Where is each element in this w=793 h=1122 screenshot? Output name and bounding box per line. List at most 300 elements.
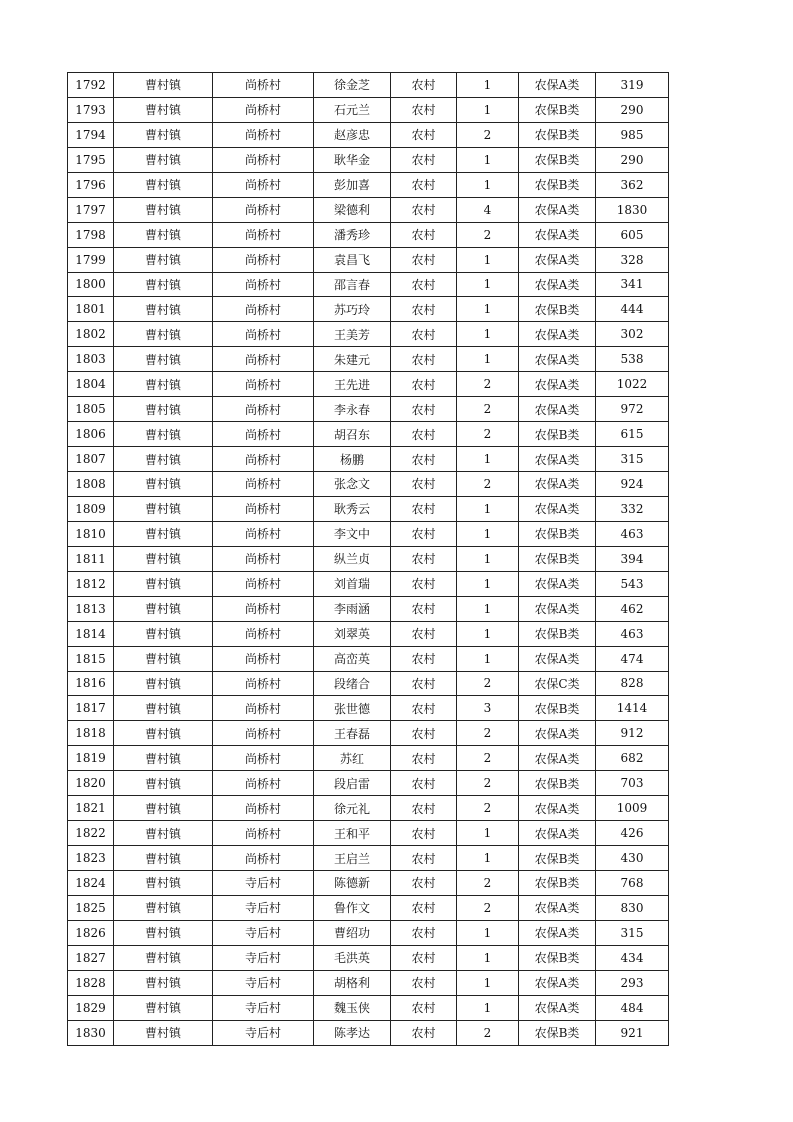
table-row bbox=[68, 222, 669, 247]
cell-id: 1816 bbox=[68, 671, 114, 696]
cell-persons: 1 bbox=[457, 995, 519, 1020]
cell-category: 农保A类 bbox=[519, 895, 596, 920]
cell-village: 寺后村 bbox=[213, 895, 314, 920]
cell-amount: 463 bbox=[596, 521, 669, 546]
cell-town: 曹村镇 bbox=[114, 995, 213, 1020]
cell-household-type: 农村 bbox=[391, 222, 457, 247]
cell-id: 1828 bbox=[68, 970, 114, 995]
cell-category: 农保A类 bbox=[519, 447, 596, 472]
cell-household-type: 农村 bbox=[391, 821, 457, 846]
cell-village: 尚桥村 bbox=[213, 546, 314, 571]
cell-category: 农保A类 bbox=[519, 272, 596, 297]
cell-household-type: 农村 bbox=[391, 621, 457, 646]
cell-category: 农保B类 bbox=[519, 621, 596, 646]
cell-id: 1804 bbox=[68, 372, 114, 397]
cell-town: 曹村镇 bbox=[114, 147, 213, 172]
cell-category: 农保A类 bbox=[519, 222, 596, 247]
cell-town: 曹村镇 bbox=[114, 821, 213, 846]
cell-name: 石元兰 bbox=[314, 97, 391, 122]
cell-village: 尚桥村 bbox=[213, 796, 314, 821]
cell-category: 农保A类 bbox=[519, 746, 596, 771]
cell-amount: 315 bbox=[596, 920, 669, 945]
cell-amount: 290 bbox=[596, 97, 669, 122]
cell-town: 曹村镇 bbox=[114, 895, 213, 920]
cell-town: 曹村镇 bbox=[114, 571, 213, 596]
cell-id: 1824 bbox=[68, 871, 114, 896]
cell-town: 曹村镇 bbox=[114, 73, 213, 98]
cell-household-type: 农村 bbox=[391, 297, 457, 322]
cell-category: 农保A类 bbox=[519, 596, 596, 621]
cell-household-type: 农村 bbox=[391, 397, 457, 422]
cell-village: 尚桥村 bbox=[213, 447, 314, 472]
cell-id: 1795 bbox=[68, 147, 114, 172]
cell-category: 农保A类 bbox=[519, 821, 596, 846]
cell-household-type: 农村 bbox=[391, 1020, 457, 1045]
cell-name: 赵彦忠 bbox=[314, 122, 391, 147]
cell-name: 朱建元 bbox=[314, 347, 391, 372]
cell-name: 胡召东 bbox=[314, 422, 391, 447]
table-row bbox=[68, 322, 669, 347]
cell-category: 农保A类 bbox=[519, 247, 596, 272]
cell-category: 农保A类 bbox=[519, 970, 596, 995]
cell-household-type: 农村 bbox=[391, 945, 457, 970]
cell-village: 尚桥村 bbox=[213, 197, 314, 222]
cell-name: 王春磊 bbox=[314, 721, 391, 746]
cell-village: 寺后村 bbox=[213, 1020, 314, 1045]
cell-id: 1820 bbox=[68, 771, 114, 796]
cell-name: 毛洪英 bbox=[314, 945, 391, 970]
cell-persons: 1 bbox=[457, 571, 519, 596]
table-row bbox=[68, 945, 669, 970]
cell-village: 尚桥村 bbox=[213, 596, 314, 621]
cell-town: 曹村镇 bbox=[114, 122, 213, 147]
cell-name: 袁昌飞 bbox=[314, 247, 391, 272]
cell-persons: 3 bbox=[457, 696, 519, 721]
cell-id: 1808 bbox=[68, 472, 114, 497]
cell-village: 尚桥村 bbox=[213, 721, 314, 746]
cell-name: 耿华金 bbox=[314, 147, 391, 172]
cell-town: 曹村镇 bbox=[114, 521, 213, 546]
cell-amount: 703 bbox=[596, 771, 669, 796]
cell-category: 农保B类 bbox=[519, 521, 596, 546]
cell-persons: 2 bbox=[457, 472, 519, 497]
cell-id: 1800 bbox=[68, 272, 114, 297]
cell-id: 1818 bbox=[68, 721, 114, 746]
cell-amount: 328 bbox=[596, 247, 669, 272]
table-row bbox=[68, 596, 669, 621]
cell-household-type: 农村 bbox=[391, 646, 457, 671]
cell-amount: 444 bbox=[596, 297, 669, 322]
cell-persons: 2 bbox=[457, 721, 519, 746]
cell-village: 尚桥村 bbox=[213, 746, 314, 771]
cell-category: 农保A类 bbox=[519, 472, 596, 497]
cell-name: 徐元礼 bbox=[314, 796, 391, 821]
cell-id: 1806 bbox=[68, 422, 114, 447]
cell-town: 曹村镇 bbox=[114, 696, 213, 721]
cell-household-type: 农村 bbox=[391, 272, 457, 297]
cell-household-type: 农村 bbox=[391, 73, 457, 98]
cell-town: 曹村镇 bbox=[114, 671, 213, 696]
cell-persons: 1 bbox=[457, 322, 519, 347]
cell-id: 1792 bbox=[68, 73, 114, 98]
table-row bbox=[68, 147, 669, 172]
table-row bbox=[68, 671, 669, 696]
cell-amount: 430 bbox=[596, 846, 669, 871]
cell-household-type: 农村 bbox=[391, 771, 457, 796]
cell-persons: 1 bbox=[457, 646, 519, 671]
cell-town: 曹村镇 bbox=[114, 172, 213, 197]
cell-name: 李雨涵 bbox=[314, 596, 391, 621]
cell-amount: 319 bbox=[596, 73, 669, 98]
cell-persons: 1 bbox=[457, 920, 519, 945]
cell-name: 段启雷 bbox=[314, 771, 391, 796]
table-row bbox=[68, 796, 669, 821]
cell-town: 曹村镇 bbox=[114, 596, 213, 621]
cell-town: 曹村镇 bbox=[114, 397, 213, 422]
cell-household-type: 农村 bbox=[391, 696, 457, 721]
cell-name: 段绪合 bbox=[314, 671, 391, 696]
cell-persons: 1 bbox=[457, 546, 519, 571]
cell-village: 尚桥村 bbox=[213, 821, 314, 846]
table-row bbox=[68, 771, 669, 796]
table-row bbox=[68, 122, 669, 147]
cell-village: 尚桥村 bbox=[213, 222, 314, 247]
cell-name: 刘翠英 bbox=[314, 621, 391, 646]
cell-persons: 1 bbox=[457, 521, 519, 546]
cell-name: 王先进 bbox=[314, 372, 391, 397]
cell-category: 农保A类 bbox=[519, 322, 596, 347]
cell-name: 刘首瑞 bbox=[314, 571, 391, 596]
cell-id: 1826 bbox=[68, 920, 114, 945]
table-row bbox=[68, 995, 669, 1020]
cell-id: 1793 bbox=[68, 97, 114, 122]
cell-village: 尚桥村 bbox=[213, 472, 314, 497]
cell-village: 尚桥村 bbox=[213, 771, 314, 796]
cell-town: 曹村镇 bbox=[114, 322, 213, 347]
cell-name: 邵言春 bbox=[314, 272, 391, 297]
cell-id: 1801 bbox=[68, 297, 114, 322]
cell-persons: 2 bbox=[457, 422, 519, 447]
cell-amount: 924 bbox=[596, 472, 669, 497]
cell-id: 1811 bbox=[68, 546, 114, 571]
cell-household-type: 农村 bbox=[391, 197, 457, 222]
cell-persons: 1 bbox=[457, 172, 519, 197]
cell-amount: 921 bbox=[596, 1020, 669, 1045]
cell-village: 尚桥村 bbox=[213, 372, 314, 397]
cell-village: 寺后村 bbox=[213, 920, 314, 945]
table-row bbox=[68, 970, 669, 995]
cell-household-type: 农村 bbox=[391, 746, 457, 771]
cell-town: 曹村镇 bbox=[114, 347, 213, 372]
cell-household-type: 农村 bbox=[391, 846, 457, 871]
cell-town: 曹村镇 bbox=[114, 846, 213, 871]
cell-village: 寺后村 bbox=[213, 945, 314, 970]
cell-amount: 362 bbox=[596, 172, 669, 197]
cell-name: 彭加喜 bbox=[314, 172, 391, 197]
table-row bbox=[68, 97, 669, 122]
cell-category: 农保B类 bbox=[519, 172, 596, 197]
cell-persons: 1 bbox=[457, 496, 519, 521]
cell-id: 1809 bbox=[68, 496, 114, 521]
cell-village: 尚桥村 bbox=[213, 147, 314, 172]
cell-id: 1798 bbox=[68, 222, 114, 247]
cell-amount: 463 bbox=[596, 621, 669, 646]
cell-town: 曹村镇 bbox=[114, 546, 213, 571]
table-row bbox=[68, 920, 669, 945]
cell-household-type: 农村 bbox=[391, 172, 457, 197]
cell-household-type: 农村 bbox=[391, 721, 457, 746]
cell-amount: 768 bbox=[596, 871, 669, 896]
cell-category: 农保B类 bbox=[519, 422, 596, 447]
cell-category: 农保B类 bbox=[519, 846, 596, 871]
cell-amount: 1022 bbox=[596, 372, 669, 397]
cell-amount: 828 bbox=[596, 671, 669, 696]
cell-amount: 972 bbox=[596, 397, 669, 422]
cell-persons: 2 bbox=[457, 871, 519, 896]
table-body bbox=[68, 73, 669, 1046]
cell-household-type: 农村 bbox=[391, 496, 457, 521]
cell-town: 曹村镇 bbox=[114, 222, 213, 247]
table-row bbox=[68, 73, 669, 98]
cell-town: 曹村镇 bbox=[114, 721, 213, 746]
cell-town: 曹村镇 bbox=[114, 920, 213, 945]
cell-name: 张念文 bbox=[314, 472, 391, 497]
cell-village: 尚桥村 bbox=[213, 621, 314, 646]
cell-persons: 1 bbox=[457, 73, 519, 98]
table-row bbox=[68, 871, 669, 896]
cell-village: 尚桥村 bbox=[213, 846, 314, 871]
cell-household-type: 农村 bbox=[391, 247, 457, 272]
cell-household-type: 农村 bbox=[391, 671, 457, 696]
cell-amount: 985 bbox=[596, 122, 669, 147]
cell-persons: 1 bbox=[457, 447, 519, 472]
cell-id: 1814 bbox=[68, 621, 114, 646]
cell-persons: 1 bbox=[457, 621, 519, 646]
cell-persons: 2 bbox=[457, 671, 519, 696]
cell-village: 尚桥村 bbox=[213, 696, 314, 721]
table-row bbox=[68, 546, 669, 571]
cell-name: 纵兰贞 bbox=[314, 546, 391, 571]
table-row bbox=[68, 1020, 669, 1045]
cell-persons: 1 bbox=[457, 347, 519, 372]
cell-village: 尚桥村 bbox=[213, 122, 314, 147]
cell-name: 张世德 bbox=[314, 696, 391, 721]
cell-category: 农保A类 bbox=[519, 646, 596, 671]
cell-persons: 2 bbox=[457, 122, 519, 147]
cell-household-type: 农村 bbox=[391, 122, 457, 147]
table-row bbox=[68, 422, 669, 447]
cell-persons: 1 bbox=[457, 596, 519, 621]
cell-amount: 605 bbox=[596, 222, 669, 247]
cell-household-type: 农村 bbox=[391, 447, 457, 472]
cell-name: 魏玉侠 bbox=[314, 995, 391, 1020]
table-row bbox=[68, 172, 669, 197]
cell-amount: 615 bbox=[596, 422, 669, 447]
cell-name: 耿秀云 bbox=[314, 496, 391, 521]
cell-village: 尚桥村 bbox=[213, 322, 314, 347]
cell-village: 尚桥村 bbox=[213, 397, 314, 422]
cell-category: 农保A类 bbox=[519, 920, 596, 945]
cell-town: 曹村镇 bbox=[114, 247, 213, 272]
table-row bbox=[68, 821, 669, 846]
cell-id: 1829 bbox=[68, 995, 114, 1020]
cell-name: 鲁作文 bbox=[314, 895, 391, 920]
cell-household-type: 农村 bbox=[391, 347, 457, 372]
cell-household-type: 农村 bbox=[391, 796, 457, 821]
cell-village: 寺后村 bbox=[213, 995, 314, 1020]
cell-name: 李永春 bbox=[314, 397, 391, 422]
cell-household-type: 农村 bbox=[391, 546, 457, 571]
cell-village: 寺后村 bbox=[213, 970, 314, 995]
cell-village: 尚桥村 bbox=[213, 646, 314, 671]
cell-id: 1802 bbox=[68, 322, 114, 347]
table-row bbox=[68, 746, 669, 771]
cell-amount: 332 bbox=[596, 496, 669, 521]
cell-name: 李文中 bbox=[314, 521, 391, 546]
cell-category: 农保A类 bbox=[519, 197, 596, 222]
cell-category: 农保A类 bbox=[519, 721, 596, 746]
cell-village: 尚桥村 bbox=[213, 172, 314, 197]
cell-name: 王美芳 bbox=[314, 322, 391, 347]
cell-persons: 2 bbox=[457, 1020, 519, 1045]
cell-persons: 1 bbox=[457, 945, 519, 970]
cell-village: 尚桥村 bbox=[213, 97, 314, 122]
cell-household-type: 农村 bbox=[391, 472, 457, 497]
cell-persons: 1 bbox=[457, 970, 519, 995]
cell-id: 1813 bbox=[68, 596, 114, 621]
cell-town: 曹村镇 bbox=[114, 372, 213, 397]
cell-id: 1830 bbox=[68, 1020, 114, 1045]
cell-category: 农保B类 bbox=[519, 871, 596, 896]
table-row bbox=[68, 646, 669, 671]
cell-household-type: 农村 bbox=[391, 571, 457, 596]
cell-category: 农保B类 bbox=[519, 97, 596, 122]
cell-town: 曹村镇 bbox=[114, 97, 213, 122]
table-row bbox=[68, 571, 669, 596]
cell-persons: 1 bbox=[457, 147, 519, 172]
cell-persons: 1 bbox=[457, 821, 519, 846]
cell-amount: 315 bbox=[596, 447, 669, 472]
cell-id: 1803 bbox=[68, 347, 114, 372]
cell-amount: 341 bbox=[596, 272, 669, 297]
cell-amount: 538 bbox=[596, 347, 669, 372]
cell-town: 曹村镇 bbox=[114, 297, 213, 322]
cell-id: 1821 bbox=[68, 796, 114, 821]
cell-name: 高峦英 bbox=[314, 646, 391, 671]
table-row bbox=[68, 521, 669, 546]
cell-town: 曹村镇 bbox=[114, 496, 213, 521]
cell-name: 胡格利 bbox=[314, 970, 391, 995]
cell-id: 1812 bbox=[68, 571, 114, 596]
cell-amount: 462 bbox=[596, 596, 669, 621]
cell-persons: 1 bbox=[457, 846, 519, 871]
cell-town: 曹村镇 bbox=[114, 746, 213, 771]
table-row bbox=[68, 721, 669, 746]
cell-id: 1815 bbox=[68, 646, 114, 671]
cell-id: 1796 bbox=[68, 172, 114, 197]
cell-id: 1799 bbox=[68, 247, 114, 272]
table-row bbox=[68, 696, 669, 721]
cell-household-type: 农村 bbox=[391, 596, 457, 621]
cell-household-type: 农村 bbox=[391, 521, 457, 546]
cell-amount: 474 bbox=[596, 646, 669, 671]
cell-persons: 2 bbox=[457, 372, 519, 397]
cell-town: 曹村镇 bbox=[114, 970, 213, 995]
cell-id: 1810 bbox=[68, 521, 114, 546]
cell-village: 尚桥村 bbox=[213, 422, 314, 447]
cell-name: 王启兰 bbox=[314, 846, 391, 871]
cell-village: 尚桥村 bbox=[213, 671, 314, 696]
cell-id: 1825 bbox=[68, 895, 114, 920]
cell-persons: 2 bbox=[457, 222, 519, 247]
cell-name: 苏红 bbox=[314, 746, 391, 771]
cell-category: 农保B类 bbox=[519, 945, 596, 970]
cell-household-type: 农村 bbox=[391, 147, 457, 172]
table-row bbox=[68, 347, 669, 372]
cell-amount: 1414 bbox=[596, 696, 669, 721]
cell-amount: 426 bbox=[596, 821, 669, 846]
cell-name: 徐金芝 bbox=[314, 73, 391, 98]
cell-village: 尚桥村 bbox=[213, 571, 314, 596]
cell-id: 1797 bbox=[68, 197, 114, 222]
cell-persons: 1 bbox=[457, 97, 519, 122]
cell-town: 曹村镇 bbox=[114, 771, 213, 796]
table-row bbox=[68, 247, 669, 272]
cell-town: 曹村镇 bbox=[114, 422, 213, 447]
cell-village: 尚桥村 bbox=[213, 496, 314, 521]
cell-persons: 4 bbox=[457, 197, 519, 222]
cell-category: 农保B类 bbox=[519, 147, 596, 172]
cell-town: 曹村镇 bbox=[114, 621, 213, 646]
cell-amount: 912 bbox=[596, 721, 669, 746]
cell-village: 尚桥村 bbox=[213, 297, 314, 322]
cell-household-type: 农村 bbox=[391, 995, 457, 1020]
cell-persons: 1 bbox=[457, 247, 519, 272]
cell-persons: 2 bbox=[457, 397, 519, 422]
cell-village: 尚桥村 bbox=[213, 347, 314, 372]
cell-household-type: 农村 bbox=[391, 322, 457, 347]
cell-amount: 293 bbox=[596, 970, 669, 995]
cell-persons: 1 bbox=[457, 297, 519, 322]
cell-town: 曹村镇 bbox=[114, 646, 213, 671]
cell-id: 1794 bbox=[68, 122, 114, 147]
cell-name: 王和平 bbox=[314, 821, 391, 846]
cell-town: 曹村镇 bbox=[114, 945, 213, 970]
cell-category: 农保A类 bbox=[519, 796, 596, 821]
cell-town: 曹村镇 bbox=[114, 871, 213, 896]
cell-category: 农保B类 bbox=[519, 546, 596, 571]
cell-category: 农保B类 bbox=[519, 771, 596, 796]
cell-id: 1819 bbox=[68, 746, 114, 771]
cell-category: 农保C类 bbox=[519, 671, 596, 696]
cell-amount: 484 bbox=[596, 995, 669, 1020]
cell-persons: 2 bbox=[457, 895, 519, 920]
cell-category: 农保A类 bbox=[519, 496, 596, 521]
cell-amount: 394 bbox=[596, 546, 669, 571]
table-row bbox=[68, 621, 669, 646]
cell-town: 曹村镇 bbox=[114, 447, 213, 472]
table-row bbox=[68, 447, 669, 472]
table-row bbox=[68, 895, 669, 920]
cell-name: 陈德新 bbox=[314, 871, 391, 896]
cell-town: 曹村镇 bbox=[114, 796, 213, 821]
cell-category: 农保A类 bbox=[519, 372, 596, 397]
cell-category: 农保A类 bbox=[519, 397, 596, 422]
cell-amount: 302 bbox=[596, 322, 669, 347]
cell-village: 尚桥村 bbox=[213, 247, 314, 272]
cell-persons: 1 bbox=[457, 272, 519, 297]
cell-name: 陈孝达 bbox=[314, 1020, 391, 1045]
